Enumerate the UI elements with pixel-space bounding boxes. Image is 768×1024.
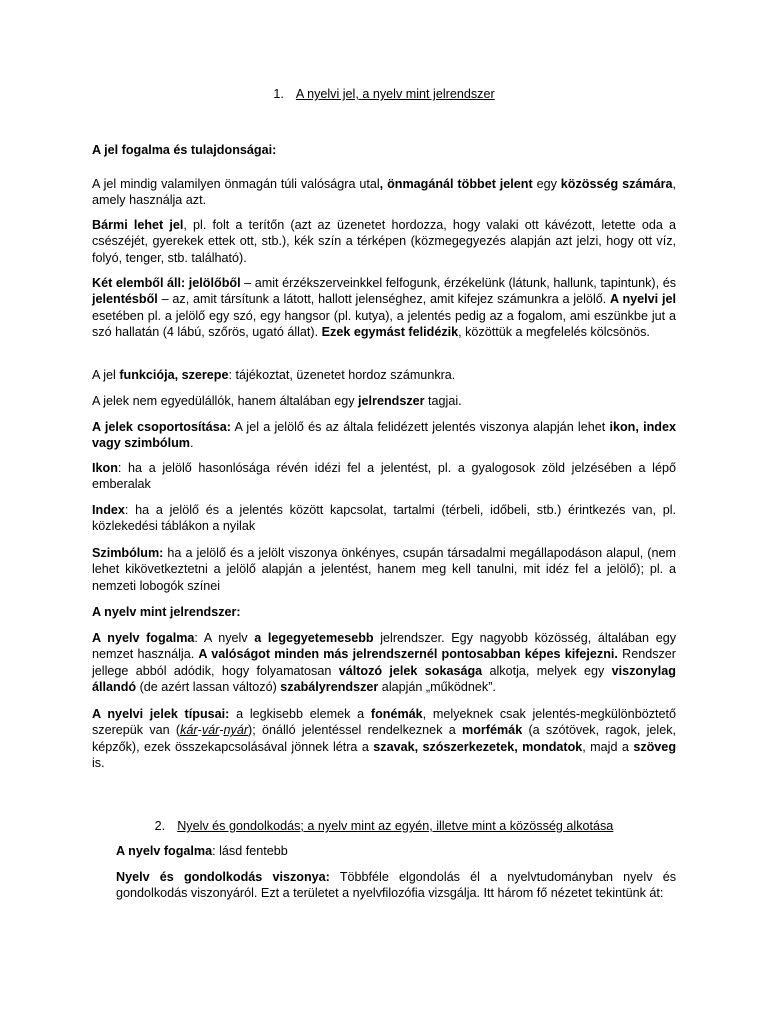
paragraph-nyelv-gondolkodas: Nyelv és gondolkodás viszonya: Többféle elgondolás él a nyelvtudományban nyelv és gondolkodás viszonyáról. Ezt a területet a nyelvfilozófia vizsgálja. Itt három fő nézetet tekintünk át: [116,870,676,901]
paragraph-jelrendszer: A jelek nem egyedülállók, hanem általában egy jelrendszer tagjai. [92,394,462,408]
paragraph-nyelv-fogalma-2: A nyelv fogalma: lásd fentebb [116,844,288,858]
section-2-number: 2. [154,819,166,833]
paragraph-barmi-lehet-jel: Bármi lehet jel, pl. folt a terítőn (azt az üzenetet hordozza, hogy valaki ott kávézott, letette oda a csészéjét, gyerekek ettek ott, stb.), kék szín a térképen (közmegegyezés alapján azt jelzi, hogy ott víz, folyó, tenger, stb. található). [92,218,676,265]
paragraph-ikon: Ikon: ha a jelölő hasonlósága révén idézi fel a jelentést, pl. a gyalogosok zöld jelzésében a lépő emberalak [92,461,676,492]
section-1-number: 1. [273,87,284,101]
paragraph-csoportositas: A jelek csoportosítása: A jel a jelölő és az általa felidézett jelentés viszonya alapján lehet ikon, index vagy szimbólum. [92,420,677,451]
section-2-title: Nyelv és gondolkodás; a nyelv mint az egyén, illetve mint a közösség alkotása [177,819,614,833]
paragraph-jel-definition: A jel mindig valamilyen önmagán túli valóságra utal, önmagánál többet jelent egy közösség számára, amely használja azt. [92,177,676,208]
paragraph-nyelvi-jelek-tipusai: A nyelvi jelek típusai: a legkisebb elemek a fonémák, melyeknek csak jelentés-megkülönböztető szerepük van (kár-vár-nyár); önálló jelentéssel rendelkeznek a morfémák (a szótövek, ragok, jelek, képzők), ezek összekapcsolásával jönnek létra a szavak, szószerkezetek, mondatok, majd a szöveg is. [92,707,677,770]
paragraph-funkcio: A jel funkciója, szerepe: tájékoztat, üzenetet hordoz számunkra. [92,368,456,382]
section-1-title: A nyelvi jel, a nyelv mint jelrendszer [295,87,495,101]
section-2-heading [0,818,768,834]
paragraph-nyelv-fogalma: A nyelv fogalma: A nyelv a legegyetemesebb jelrendszer. Egy nagyobb közösség, általában egy nemzet használja. A valóságot minden más jelrendszernél pontosabban képes kifejezni. Rendszer jellege abból adódik, hogy folyamatosan változó jelek sokasága alkotja, melyek egy viszonylag állandó (de azért lassan változó) szabályrendszer alapján „működnek”. [92,631,676,694]
section-1-heading [0,86,768,102]
jel-heading: A jel fogalma és tulajdonságai: [92,143,277,157]
paragraph-ket-elem: Két elemből áll: jelölőből – amit érzékszerveinkkel felfogunk, érzékelünk (látunk, hallunk, tapintunk), és jelentésből – az, amit társítunk a látott, hallott jelenséghez, amit kifejez számunkra a jelölő. A nyelvi jel esetében pl. a jelölő egy szó, egy hangsor (pl. kutya), a jelentés pedig az a fogalom, ami eszünkbe jut a szó hallatán (4 lábú, szőrös, ugató állat). Ezek egymást felidézik, közöttük a megfelelés kölcsönös. [92,276,676,339]
paragraph-index: Index: ha a jelölő és a jelentés között kapcsolat, tartalmi (térbeli, időbeli, stb.) érintkezés van, pl. közlekedési táblákon a nyilak [92,503,676,534]
nyelv-jelrendszer-heading: A nyelv mint jelrendszer: [92,605,241,619]
paragraph-szimbolum: Szimbólum: ha a jelölő és a jelölt viszonya önkényes, csupán társadalmi megállapodáson alapul, (nem lehet kikövetkeztetni a jelölő alapján a jelentést, hanem meg kell tanulni, mit idéz fel a jelölő); pl. a nemzeti lobogók színei [92,546,676,593]
